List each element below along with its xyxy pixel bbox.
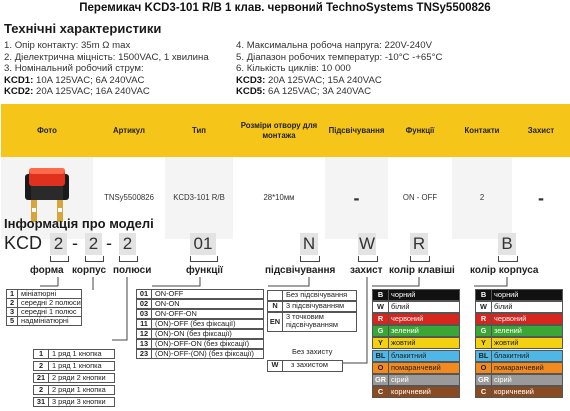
table-header: Тип [165, 104, 233, 157]
code-box-forma: 2 [50, 233, 67, 255]
code-box-zakhyst: W [358, 234, 376, 253]
label-korpus-color: колір корпуса [470, 265, 539, 276]
funktsii-row: 13 (ON)-OFF-ON (без фіксації) [136, 339, 264, 349]
pidsvich-row: EN 3 точковим підсвічуванням [267, 312, 357, 332]
color-name: чорний [391, 290, 416, 299]
funktsii-row: 03 ON-OFF-ON [136, 309, 264, 319]
color-swatch-row [372, 374, 460, 386]
color-name: червоний [391, 314, 424, 324]
forma-row: 3 середні 1 полюс [6, 307, 82, 317]
color-code: BL [373, 351, 389, 361]
color-name: зелений [391, 326, 419, 336]
color-code: O [373, 363, 389, 373]
bracket [50, 256, 69, 262]
color-name: жовтий [494, 338, 519, 348]
color-code: GR [373, 375, 389, 385]
code-box-korpus: 2 [85, 233, 102, 255]
color-swatch-row [372, 362, 460, 374]
code-dash: - [72, 233, 78, 253]
specs-heading: Технічні характеристики [4, 21, 162, 36]
code-box-funktsii: 01 [190, 233, 216, 255]
code-dash: - [106, 233, 112, 253]
color-name: червоний [494, 314, 527, 324]
color-code: C [476, 387, 492, 397]
zakhyst-row: Без захисту [267, 348, 347, 360]
size-cell: 28*10мм [263, 193, 295, 202]
polyusy-row: 1 1 ряд 1 кнопка [33, 349, 115, 359]
color-swatch-row [372, 289, 460, 301]
specs-left [4, 40, 209, 98]
funktsii-row: 11 (ON)-OFF (без фіксації) [136, 319, 264, 329]
table-header: Контакти [452, 104, 512, 157]
specs-right [236, 40, 442, 98]
color-swatch-row [372, 386, 460, 398]
bracket [498, 256, 518, 262]
label-pidsvich: підсвічування [265, 265, 336, 276]
color-swatch-row [475, 337, 563, 349]
contacts-cell: 2 [452, 157, 512, 239]
table-header: Функції [388, 104, 452, 157]
label-forma: форма [30, 265, 64, 276]
color-code: O [476, 363, 492, 373]
table-header: Захист [512, 104, 570, 157]
spec-item: 5. Діапазон робочих температур: -10°C -+65°C [236, 51, 443, 63]
spec-item: 2. Діелектрична міцність: 1500VAC, 1 хвилина [4, 51, 209, 63]
polyusy-row: 2 2 ряди 1 кнопка [33, 385, 115, 395]
table-header: Фото [1, 104, 93, 157]
color-code: BL [476, 351, 492, 361]
color-name: коричневий [494, 386, 534, 396]
color-code: W [476, 302, 492, 312]
color-code: Y [373, 338, 389, 348]
label-korpus: корпус [72, 265, 107, 276]
color-name: білий [494, 302, 513, 312]
color-swatch-row [475, 350, 563, 362]
code-prefix: KCD [4, 233, 43, 253]
pidsvich-row: Без підсвічування [267, 290, 357, 301]
color-name: коричневий [391, 386, 431, 396]
function-cell: ON - OFF [402, 193, 438, 202]
color-code: R [373, 314, 389, 324]
bracket [410, 256, 430, 262]
color-swatch-row [475, 313, 563, 325]
label-funktsii: функції [186, 265, 223, 276]
label-zakhyst: захист [350, 265, 383, 276]
color-code: G [476, 326, 492, 336]
color-name: зелений [494, 326, 522, 336]
polyusy-row: 21 2 ряди 2 кнопки [33, 373, 115, 383]
color-swatch-row [475, 325, 563, 337]
bracket [85, 256, 104, 262]
code-box-pidsvich: N [300, 233, 318, 255]
label-polyusy: полюси [113, 265, 152, 276]
funktsii-row: 12 (ON)-ON (без фіксації) [136, 329, 264, 339]
color-name: помаранчевий [391, 362, 441, 372]
funktsii-row: 01 ON-OFF [136, 289, 264, 299]
bracket [358, 256, 378, 262]
color-swatch-row [475, 374, 563, 386]
funktsii-row: 02 ON-ON [136, 299, 264, 309]
color-name: сірий [391, 374, 409, 384]
color-code: W [373, 302, 389, 312]
forma-row: 1 мініатюрні [6, 289, 82, 299]
forma-row: 5 надмініатюрні [6, 316, 82, 326]
spec-model: KCD2: 20A 125VAC; 16A 240VAC [4, 86, 150, 98]
color-swatch-row [475, 289, 563, 301]
protection-cell: - [538, 188, 544, 208]
color-name: блакитний [391, 350, 427, 360]
code-box-klavisha: R [410, 233, 428, 255]
color-code: B [476, 290, 492, 300]
funktsii-row: 23 (ON)-OFF-(ON) (без фіксації) [136, 349, 264, 359]
spec-model: KCD1: 10A 125VAC; 6A 240VAC [4, 74, 145, 86]
label-klavisha: колір клавіші [389, 265, 455, 276]
sku-cell: TNSy5500826 [104, 193, 154, 202]
color-swatch-row [372, 350, 460, 362]
code-box-korpus-color: B [498, 233, 516, 255]
spec-item: 6. Кількість циклів: 10 000 [236, 63, 351, 75]
page-title: Перемикач KCD3-101 R/B 1 клав. червоний TechnoSystems TNSy5500826 [79, 2, 491, 14]
table-header: Артикул [93, 104, 165, 157]
color-swatch-row [475, 386, 563, 398]
spec-model: KCD5: 6A 125VAC; 3A 240VAC [236, 86, 372, 98]
table-header-row [1, 104, 570, 157]
color-name: жовтий [391, 338, 416, 348]
color-name: помаранчевий [494, 362, 544, 372]
color-code: C [373, 387, 389, 397]
bracket [190, 256, 218, 262]
code-box-polyusy: 2 [119, 233, 136, 255]
color-swatch-row [372, 301, 460, 313]
light-cell: - [325, 157, 388, 239]
color-swatch-row [475, 301, 563, 313]
spec-item: 3. Номінальний робочий струм: [4, 63, 144, 75]
table-header: Підсвічування [325, 104, 388, 157]
color-swatch-row [372, 337, 460, 349]
type-cell: KCD3-101 R/B [165, 157, 233, 239]
color-swatch-row [372, 313, 460, 325]
color-code: GR [476, 375, 492, 385]
color-swatch-row [372, 325, 460, 337]
color-code: R [476, 314, 492, 324]
pidsvich-row: N 3 підсвічуванням [267, 301, 357, 312]
polyusy-row: 31 3 ряди 3 кнопки [33, 397, 115, 407]
table-header: Розміри отвору для монтажа [233, 104, 325, 157]
color-name: блакитний [494, 350, 530, 360]
color-code: B [373, 290, 389, 300]
spec-item: 4. Максимальна робоча напруга: 220V-240V [236, 40, 432, 51]
color-name: білий [391, 302, 410, 312]
bracket [300, 256, 320, 262]
forma-row: 2 середні 2 полюси [6, 298, 82, 308]
color-name: чорний [494, 290, 519, 299]
color-swatch-row [475, 362, 563, 374]
model-info-heading: Інформація про моделі [4, 216, 154, 231]
color-code: G [373, 326, 389, 336]
polyusy-row: 2 1 ряд 1 кнопка [33, 361, 115, 371]
spec-item: 1. Опір контакту: 35m Ω max [4, 40, 131, 51]
zakhyst-row: W з захистом [267, 360, 343, 372]
color-code: Y [476, 338, 492, 348]
bracket [119, 256, 138, 262]
spec-model: KCD3: 20A 125VAC; 15A 240VAC [236, 74, 382, 86]
color-name: сірий [494, 374, 512, 384]
